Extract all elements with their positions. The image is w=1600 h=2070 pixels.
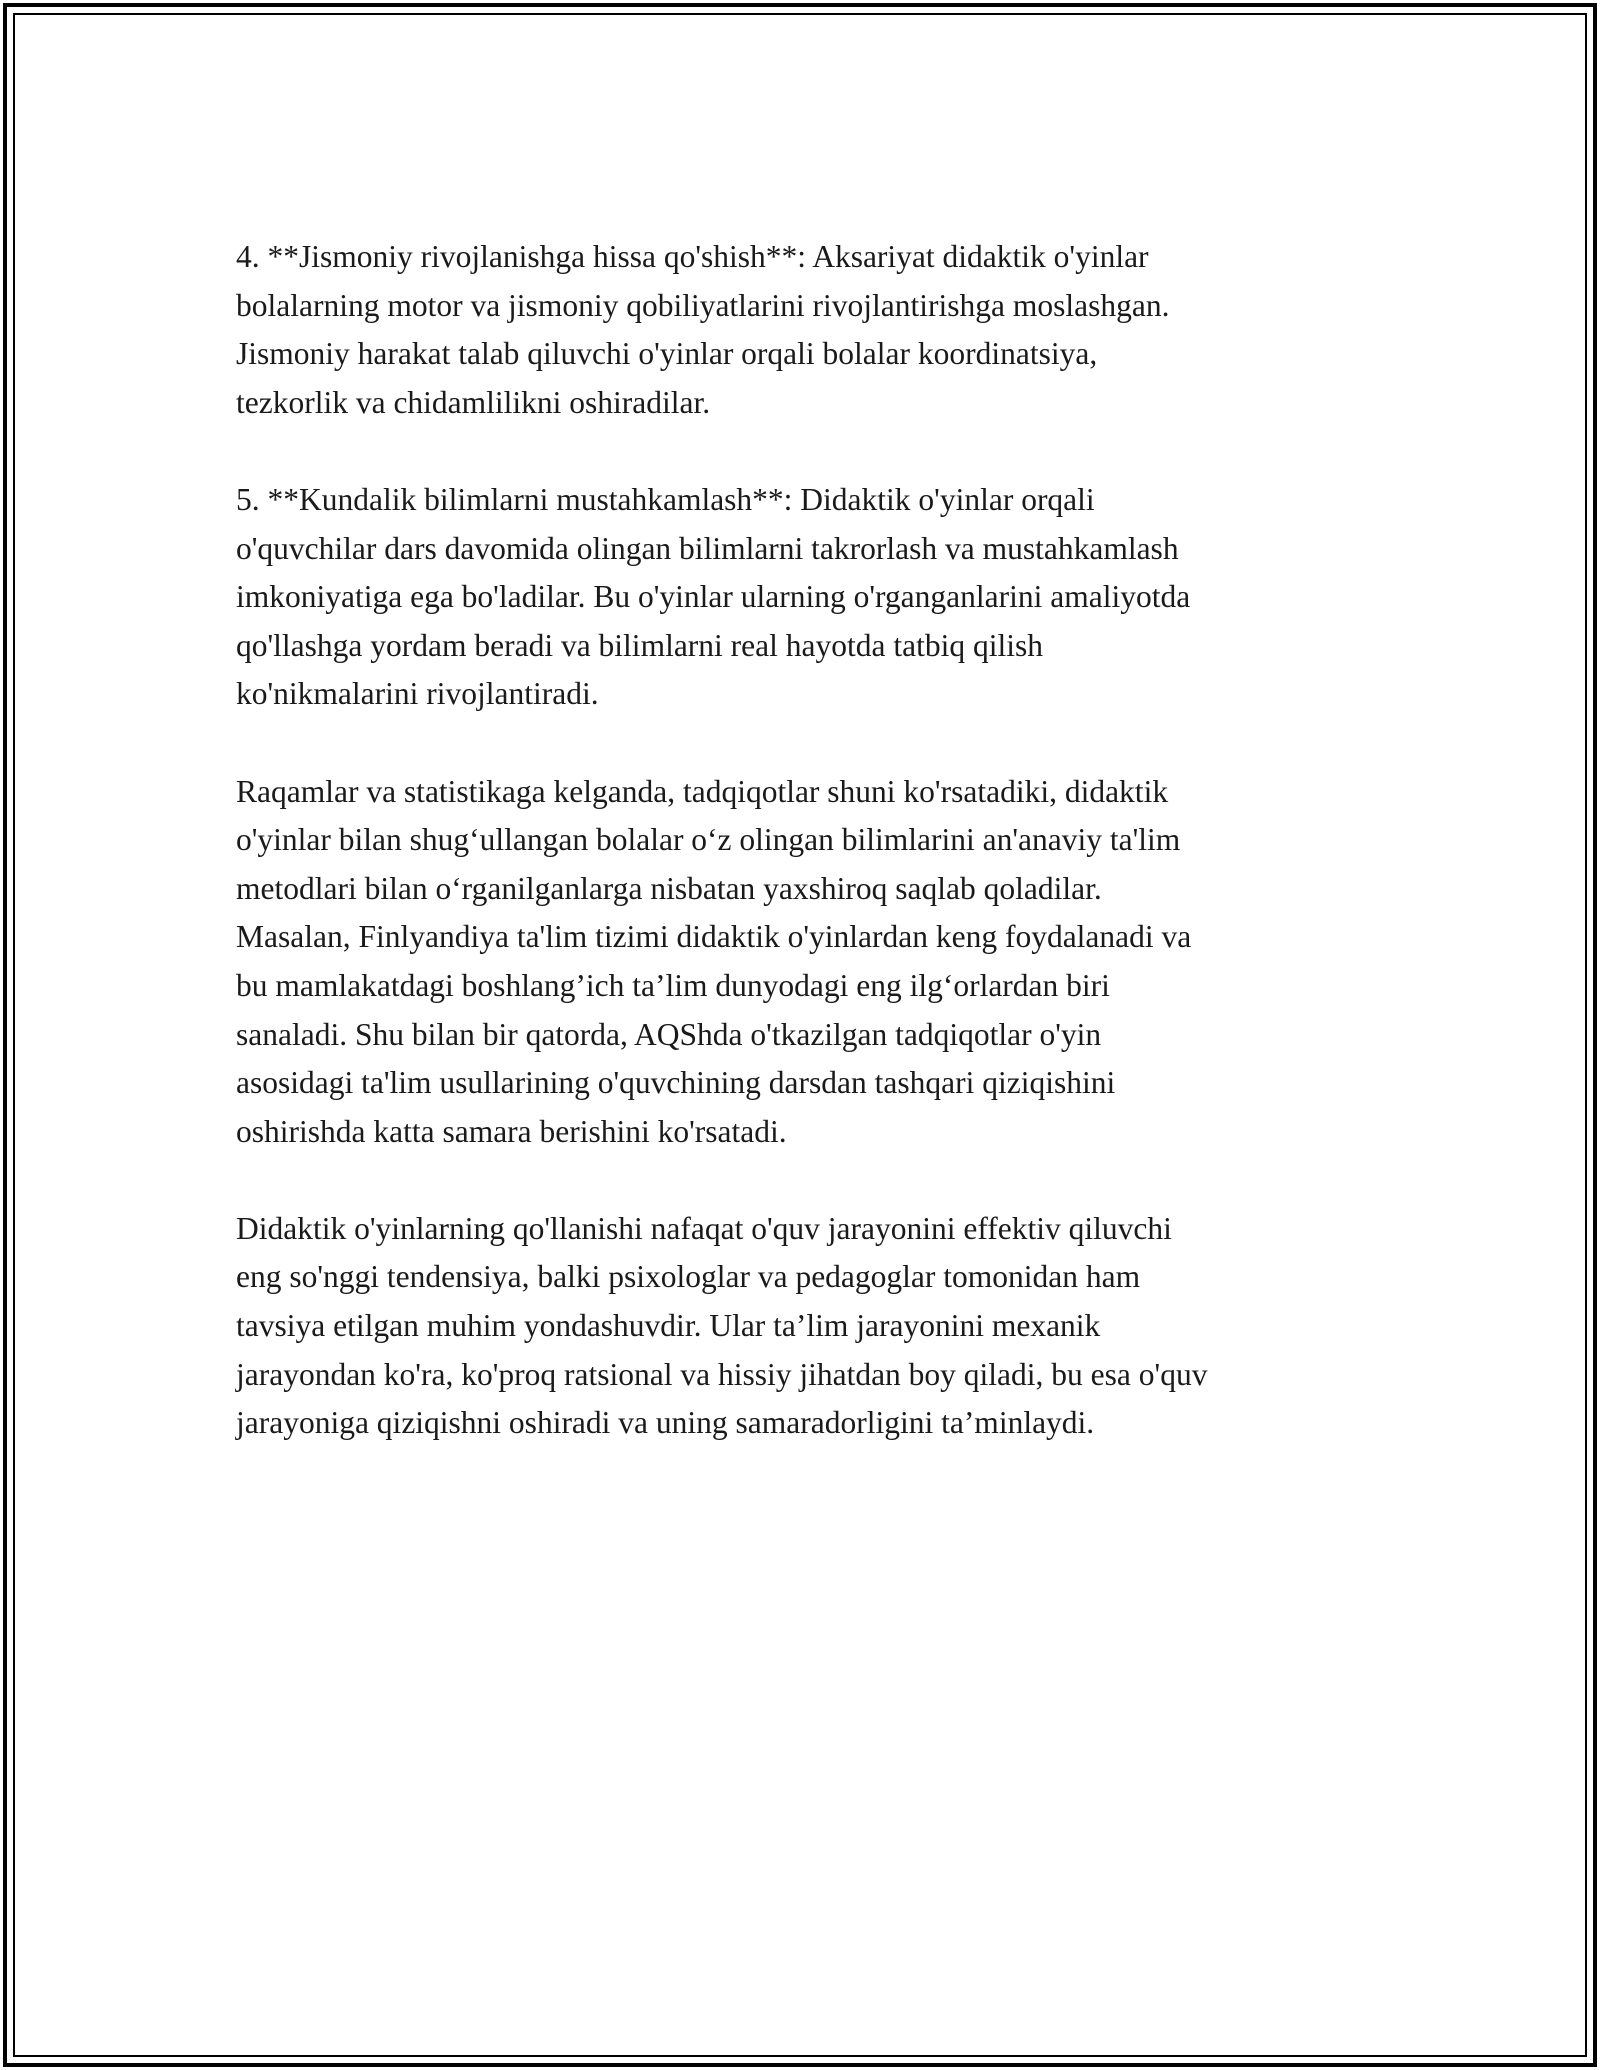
document-body: [236, 233, 1396, 1496]
paragraph-knowledge-reinforcement: 5. **Kundalik bilimlarni mustahkamlash**: Didaktik o'yinlar orqali o'quvchilar dars davomida olingan bilimlarni takrorlash va mustahkamlash imkoniyatiga ega bo'ladilar. Bu o'yinlar ularning o'rganganlarini amaliyotda qo'llashga yordam beradi va bilimlarni real hayotda tatbiq qilish ko'nikmalarini rivojlantiradi.: [236, 481, 1191, 712]
paragraph-physical-development: 4. **Jismoniy rivojlanishga hissa qo'shish**: Aksariyat didaktik o'yinlar bolalarning motor va jismoniy qobiliyatlarini rivojlantirishga moslashgan. Jismoniy harakat talab qiluvchi o'yinlar orqali bolalar koordinatsiya, tezkorlik va chidamlilikni oshiradilar.: [236, 239, 1170, 420]
paragraph-conclusion: Didaktik o'yinlarning qo'llanishi nafaqat o'quv jarayonini effektiv qiluvchi eng so'nggi tendensiya, balki psixologlar va pedagoglar tomonidan ham tavsiya etilgan muhim yondashuvdir. Ular ta’lim jarayonini mexanik jarayondan ko'ra, ko'proq ratsional va hissiy jihatdan boy qiladi, bu esa o'quv jarayoniga qiziqishni oshiradi va uning samaradorligini ta’minlaydi.: [236, 1210, 1208, 1441]
paragraph-statistics: Raqamlar va statistikaga kelganda, tadqiqotlar shuni ko'rsatadiki, didaktik o'yinlar bilan shug‘ullangan bolalar o‘z olingan bilimlarini an'anaviy ta'lim metodlari bilan o‘rganilganlarga nisbatan yaxshiroq saqlab qoladilar. Masalan, Finlyandiya ta'lim tizimi didaktik o'yinlardan keng foydalanadi va bu mamlakatdagi boshlang’ich ta’lim dunyodagi eng ilg‘orlardan biri sanaladi. Shu bilan bir qatorda, AQShda o'tkazilgan tadqiqotlar o'yin asosidagi ta'lim usullarining o'quvchining darsdan tashqari qiziqishini oshirishda katta samara berishini ko'rsatadi.: [236, 773, 1192, 1149]
